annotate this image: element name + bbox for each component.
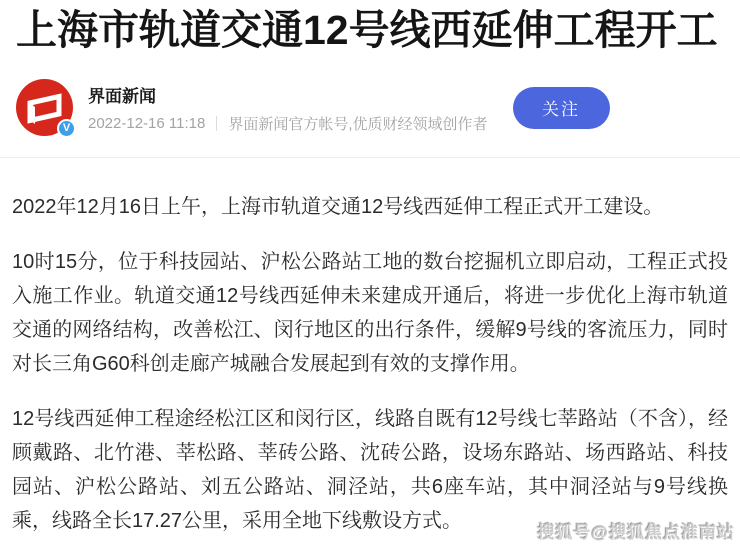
author-meta-row <box>88 113 488 134</box>
author-card <box>16 79 740 136</box>
follow-button[interactable]: 关注 <box>513 87 610 129</box>
author-name[interactable]: 界面新闻 <box>88 86 156 106</box>
meta-separator <box>216 116 217 131</box>
author-avatar[interactable] <box>16 79 73 136</box>
author-info <box>88 82 488 134</box>
publish-timestamp: 2022-12-16 11:18 <box>88 114 206 132</box>
article-paragraph: 2022年12月16日上午，上海市轨道交通12号线西延伸工程正式开工建设。 <box>12 196 664 219</box>
article-paragraph: 10时15分，位于科技园站、沪松公路站工地的数台挖掘机立即启动，工程正式投入施工作业。轨道交通12号线西延伸未来建成开通后，将进一步优化上海市轨道交通的网络结构，改善松江、闵行地区的出行条件，缓解9号线的客流压力，同时对长三角G60科创走廊产城融合发展起到有效的支撑作用。 <box>12 251 728 376</box>
author-description: 界面新闻官方帐号,优质财经领域创作者 <box>228 115 488 133</box>
watermark: 搜狐号@搜狐焦点淮南站 <box>537 523 735 542</box>
verified-badge-icon: V <box>57 119 76 138</box>
article-title: 上海市轨道交通12号线西延伸工程开工 <box>16 7 718 53</box>
article-paragraph: 12号线西延伸工程途经松江区和闵行区，线路自既有12号线七莘路站（不含），经顾戴路、北竹港、莘松路、莘砖公路、沈砖公路，设场东路站、场西路站、科技园站、沪松公路站、刘五公路站、洞泾站，共6座车站，其中洞泾站与9号线换乘，线路全长17.27公里，采用全地下线敷设方式。 <box>12 408 728 533</box>
article-body <box>0 158 740 538</box>
